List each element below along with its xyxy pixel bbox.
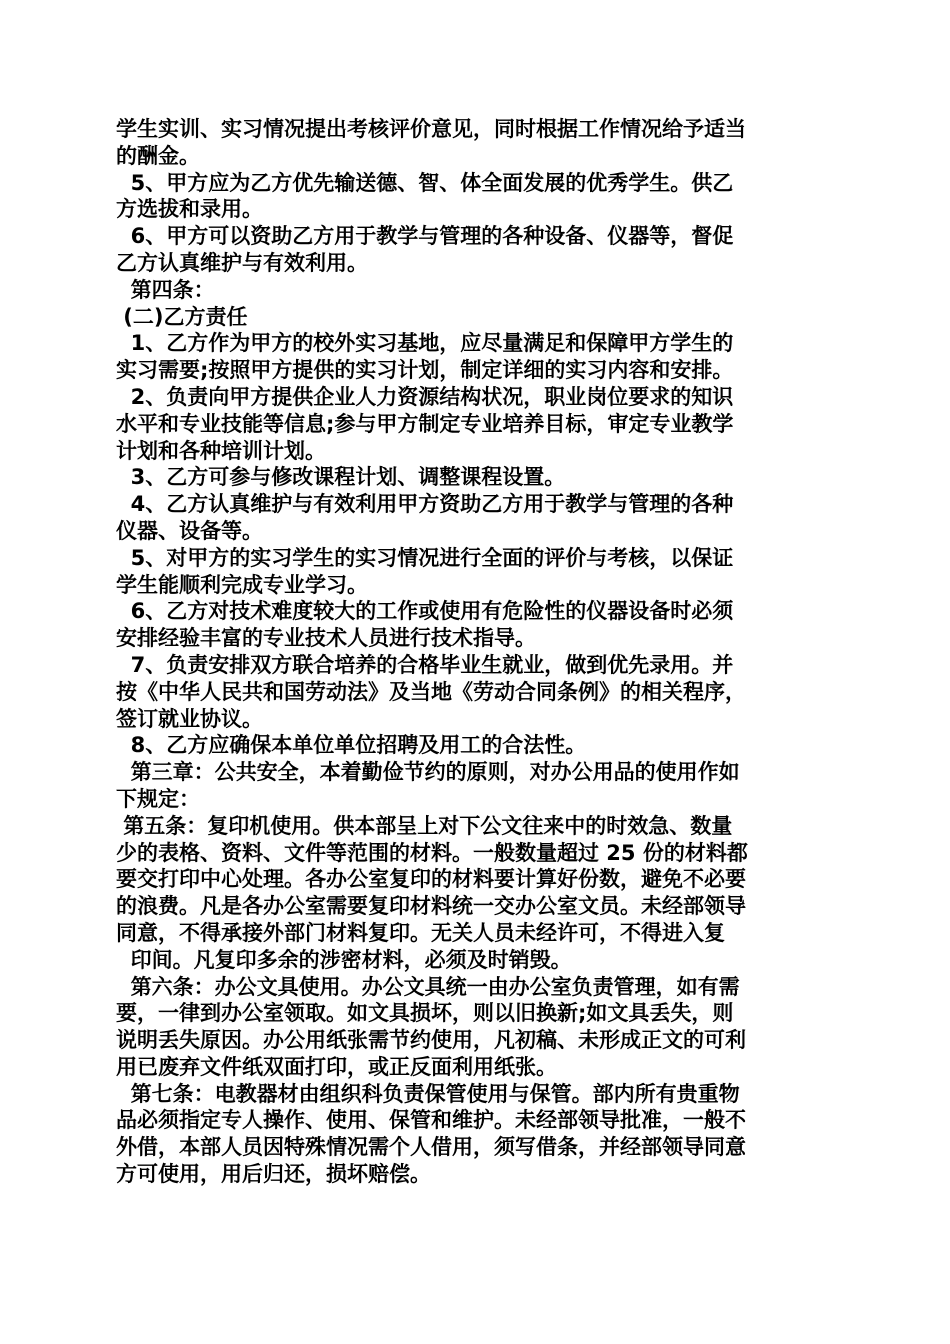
text-line: 计划和各种培训计划。 [116, 438, 326, 463]
text-line: 5、对甲方的实习学生的实习情况进行全面的评价与考核，以保证 [116, 545, 734, 570]
text-line: 第六条：办公文具使用。办公文具统一由办公室负责管理，如有需 [116, 974, 740, 999]
paragraph [116, 732, 838, 759]
text-line: 印间。凡复印多余的涉密材料，必须及时销毁。 [116, 947, 572, 972]
text-line: 乙方认真维护与有效利用。 [116, 250, 368, 275]
text-line: 6、乙方对技术难度较大的工作或使用有危险性的仪器设备时必须 [116, 599, 734, 624]
text-line: 学生能顺利完成专业学习。 [116, 572, 368, 597]
paragraph [116, 491, 838, 545]
text-line: 7、负责安排双方联合培养的合格毕业生就业，做到优先录用。并 [116, 652, 734, 677]
text-line: 要，一律到办公室领取。如文具损坏，则以旧换新;如文具丢失，则 [116, 1001, 734, 1026]
text-line: 按《中华人民共和国劳动法》及当地《劳动合同条例》的相关程序， [116, 679, 746, 704]
paragraph [116, 170, 838, 224]
text-line: 方选拔和录用。 [116, 197, 263, 222]
text-line: 学生实训、实习情况提出考核评价意见，同时根据工作情况给予适当 [116, 117, 746, 141]
document-body [116, 116, 838, 1188]
text-line: 第三章：公共安全，本着勤俭节约的原则，对办公用品的使用作如 [116, 760, 740, 785]
text-line: 签订就业协议。 [116, 706, 263, 731]
text-line: 说明丢失原因。办公用纸张需节约使用，凡初稿、未形成正文的可利 [116, 1028, 746, 1053]
text-line: 同意，不得承接外部门材料复印。无关人员未经许可，不得进入复 [116, 920, 725, 945]
text-line: 1、乙方作为甲方的校外实习基地，应尽量满足和保障甲方学生的 [116, 331, 734, 356]
paragraph [116, 330, 838, 384]
text-line: 水平和专业技能等信息;参与甲方制定专业培养目标，审定专业教学 [116, 411, 734, 436]
paragraph [116, 223, 838, 277]
text-line: 第五条：复印机使用。供本部呈上对下公文往来中的时效急、数量 [116, 813, 733, 838]
text-line: 品必须指定专人操作、使用、保管和维护。未经部领导批准，一般不 [116, 1108, 746, 1133]
text-line: 的酬金。 [116, 143, 200, 168]
paragraph [116, 116, 838, 170]
paragraph [116, 277, 838, 304]
text-line: 4、乙方认真维护与有效利用甲方资助乙方用于教学与管理的各种 [116, 492, 734, 517]
paragraph [116, 545, 838, 599]
text-line: 方可使用，用后归还，损坏赔偿。 [116, 1162, 431, 1187]
text-line: 要交打印中心处理。各办公室复印的材料要计算好份数，避免不必要 [116, 867, 746, 892]
text-line: 实习需要;按照甲方提供的实习计划，制定详细的实习内容和安排。 [116, 358, 734, 383]
text-line: 下规定： [116, 786, 200, 811]
text-line: 3、乙方可参与修改课程计划、调整课程设置。 [116, 465, 566, 490]
text-line: 安排经验丰富的专业技术人员进行技术指导。 [116, 626, 536, 651]
paragraph [116, 464, 838, 491]
paragraph [116, 974, 838, 1081]
text-line: 外借，本部人员因特殊情况需个人借用，须写借条，并经部领导同意 [116, 1135, 746, 1160]
text-line: 2、负责向甲方提供企业人力资源结构状况，职业岗位要求的知识 [116, 384, 734, 409]
text-line: 少的表格、资料、文件等范围的材料。一般数量超过 25 份的材料都 [116, 840, 748, 865]
text-line: (二)乙方责任 [116, 304, 248, 329]
paragraph [116, 759, 838, 813]
paragraph [116, 652, 838, 732]
text-line: 仪器、设备等。 [116, 518, 263, 543]
text-line: 8、乙方应确保本单位单位招聘及用工的合法性。 [116, 733, 587, 758]
text-line: 用已废弃文件纸双面打印，或正反面利用纸张。 [116, 1054, 557, 1079]
text-line: 第七条：电教器材由组织科负责保管使用与保管。部内所有贵重物 [116, 1081, 740, 1106]
paragraph [116, 1081, 838, 1188]
paragraph [116, 304, 838, 331]
paragraph [116, 598, 838, 652]
text-line: 6、甲方可以资助乙方用于教学与管理的各种设备、仪器等，督促 [116, 224, 734, 249]
text-line: 第四条： [116, 277, 215, 302]
paragraph [116, 813, 838, 974]
text-line: 5、甲方应为乙方优先输送德、智、体全面发展的优秀学生。供乙 [116, 170, 734, 195]
text-line: 的浪费。凡是各办公室需要复印材料统一交办公室文员。未经部领导 [116, 894, 746, 919]
paragraph [116, 384, 838, 464]
